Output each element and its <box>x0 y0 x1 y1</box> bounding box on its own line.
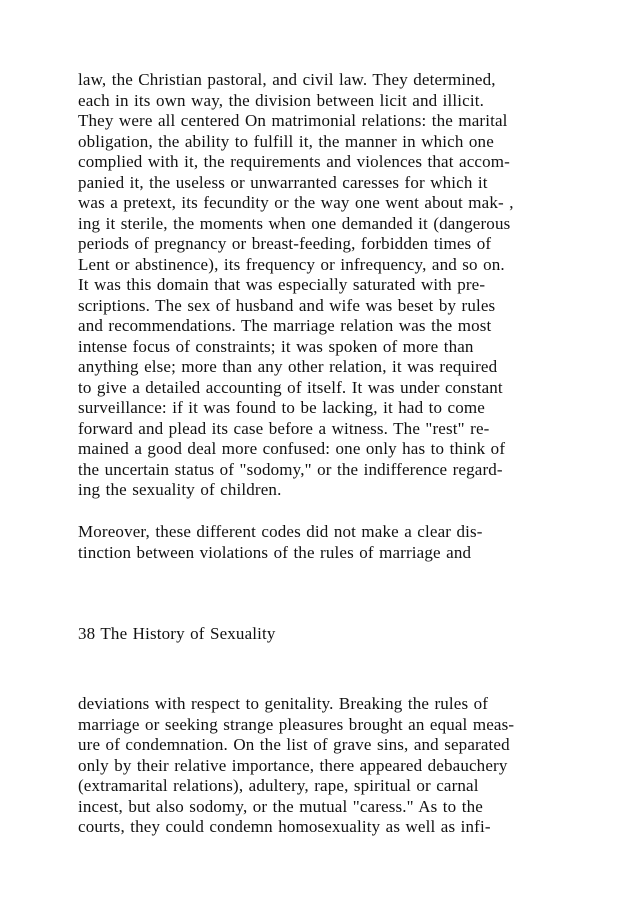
running-head <box>78 624 598 645</box>
paragraph-3 <box>78 694 598 838</box>
text-line: marriage or seeking strange pleasures brought an equal meas- <box>78 714 515 734</box>
text-line: deviations with respect to genitality. Breaking the rules of <box>78 694 489 713</box>
text-line: ure of condemnation. On the list of grave sins, and separated <box>78 735 510 754</box>
text-line: panied it, the useless or unwarranted caresses for which it <box>78 172 488 192</box>
text-line: Moreover, these different codes did not make a clear dis- <box>78 522 483 541</box>
text-line: surveillance: if it was found to be lacking, it had to come <box>78 398 485 417</box>
text-line: ing the sexuality of children. <box>78 480 282 499</box>
paragraph-1 <box>78 70 598 501</box>
paragraph-2 <box>78 522 598 563</box>
text-line: complied with it, the requirements and violences that accom- <box>78 152 510 171</box>
text-line: incest, but also sodomy, or the mutual "caress." As to the <box>78 796 483 816</box>
text-line: was a pretext, its fecundity or the way one went about mak- , <box>78 193 514 212</box>
text-line: each in its own way, the division between licit and illicit. <box>78 90 484 110</box>
text-line: scriptions. The sex of husband and wife was beset by rules <box>78 295 496 315</box>
text-line: (extramarital relations), adultery, rape, spiritual or carnal <box>78 776 479 795</box>
text-line: It was this domain that was especially saturated with pre- <box>78 275 486 294</box>
text-line: law, the Christian pastoral, and civil law. They determined, <box>78 70 496 89</box>
running-head-text: 38 The History of Sexuality <box>78 624 276 643</box>
text-line: Lent or abstinence), its frequency or infrequency, and so on. <box>78 254 505 274</box>
text-line: the uncertain status of "sodomy," or the indifference regard- <box>78 459 503 479</box>
text-line: and recommendations. The marriage relation was the most <box>78 316 492 335</box>
text-line: only by their relative importance, there appeared debauchery <box>78 755 508 775</box>
text-line: obligation, the ability to fulfill it, the manner in which one <box>78 131 494 151</box>
text-line: intense focus of constraints; it was spoken of more than <box>78 336 474 356</box>
text-line: They were all centered On matrimonial relations: the marital <box>78 111 508 130</box>
text-line: ing it sterile, the moments when one demanded it (dangerous <box>78 213 511 233</box>
text-line: courts, they could condemn homosexuality as well as infi- <box>78 817 491 836</box>
text-line: mained a good deal more confused: one only has to think of <box>78 439 506 458</box>
text-line: tinction between violations of the rules of marriage and <box>78 542 472 562</box>
text-line: to give a detailed accounting of itself. It was under constant <box>78 377 503 397</box>
text-line: anything else; more than any other relation, it was required <box>78 357 498 376</box>
text-line: periods of pregnancy or breast-feeding, forbidden times of <box>78 234 492 253</box>
text-line: forward and plead its case before a witness. The "rest" re- <box>78 418 490 438</box>
